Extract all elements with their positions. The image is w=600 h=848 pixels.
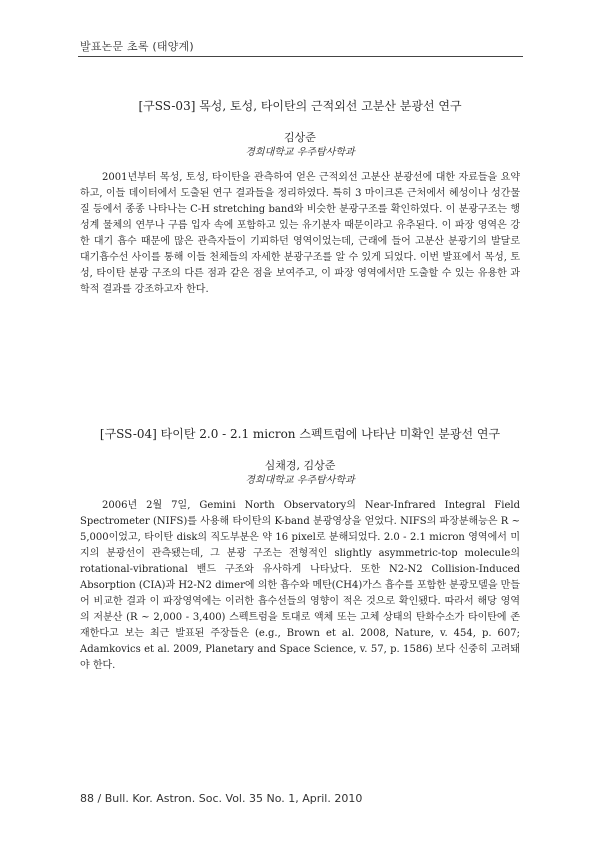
abstract-authors: 심채경, 김상준 (264, 459, 336, 472)
abstract-body: 2006년 2월 7일, Gemini North Observatory의 Near-Infrared Integral Field Spectrometer (NIFS)를 사용해 타이탄의 K-band 분광영상을 얻었다. NIFS의 파장분해능은 R ~ 5,000이었고, 타이탄 disk의 직도부분은 약 16 pixel로 분해되었다. 2.0 - 2.1 micron 영역에서 미지의 분광선이 관측됐는데, 그 분광 구조는 전형적인 slightly asymmetric-top molecule의 rotational-vibrational 밴드 구조와 유사하게 나타났다. 또한 N2-N2 Collision-Induced Absorption (CIA)과 H2-N2 dimer에 의한 흡수와 메탄(CH4)가스 흡수를 포함한 분광모델을 만들어 비교한 결과 이 파장영역에는 이러한 흡수선들의 영향이 적은 것으로 확인됐다. 따라서 해당 영역의 저분산 (R ~ 2,000 - 3,400) 스펙트럼을 토대로 액체 또는 고체 상태의 탄화수소가 타이탄에 존재한다고 보는 최근 발표된 주장들은 (e.g., Brown et al. 2008, Nature, v. 454, p. 607; Adamkovics et al. 2009, Planetary and Space Science, v. 57, p. 1586) 보다 신중히 고려돼야 한다. (80, 500, 520, 671)
abstract-authors: 김상준 (284, 131, 316, 144)
abstract-affiliation: 경희대학교 우주탐사학과 (245, 475, 355, 486)
abstract-body: 2001년부터 목성, 토성, 타이탄을 관측하여 얻은 근적외선 고분산 분광선에 대한 자료들을 요약하고, 이들 데이터에서 도출된 연구 결과들을 정리하였다. 특히 3 마이크론 근처에서 혜성이나 성간물질 등에서 종종 나타나는 C-H stretching band와 비슷한 분광구조를 확인하였다. 이 분광구조는 행성계 물체의 연무나 구름 입자 속에 포함하고 있는 유기분자 때문이라고 유추된다. 이 파장 영역은 강한 대기 흡수 때문에 많은 관측자들이 기피하던 영역이었는데, 근래에 들어 고분산 분광기의 발달로 대기흡수선 사이를 통해 이들 천체들의 자세한 분광구조를 알 수 있게 되었다. 이번 발표에서 목성, 토성, 타이탄 분광 구조의 다른 점과 같은 점을 보여주고, 이 파장 영역에서만 도출할 수 있는 유용한 과학적 결과를 강조하고자 한다. (80, 172, 520, 295)
running-header: 발표논문 초록 (태양계) (80, 40, 194, 53)
abstract-ss03 (80, 98, 520, 298)
abstract-title: [구SS-03] 목성, 토성, 타이탄의 근적외선 고분산 분광선 연구 (138, 99, 462, 113)
header-divider (78, 56, 523, 57)
abstract-ss04 (80, 426, 520, 674)
page-footer-citation: 88 / Bull. Kor. Astron. Soc. Vol. 35 No. 1, April. 2010 (80, 792, 363, 805)
abstract-affiliation: 경희대학교 우주탐사학과 (245, 147, 355, 158)
abstract-title: [구SS-04] 타이탄 2.0 - 2.1 micron 스펙트럼에 나타난 미확인 분광선 연구 (99, 427, 501, 441)
